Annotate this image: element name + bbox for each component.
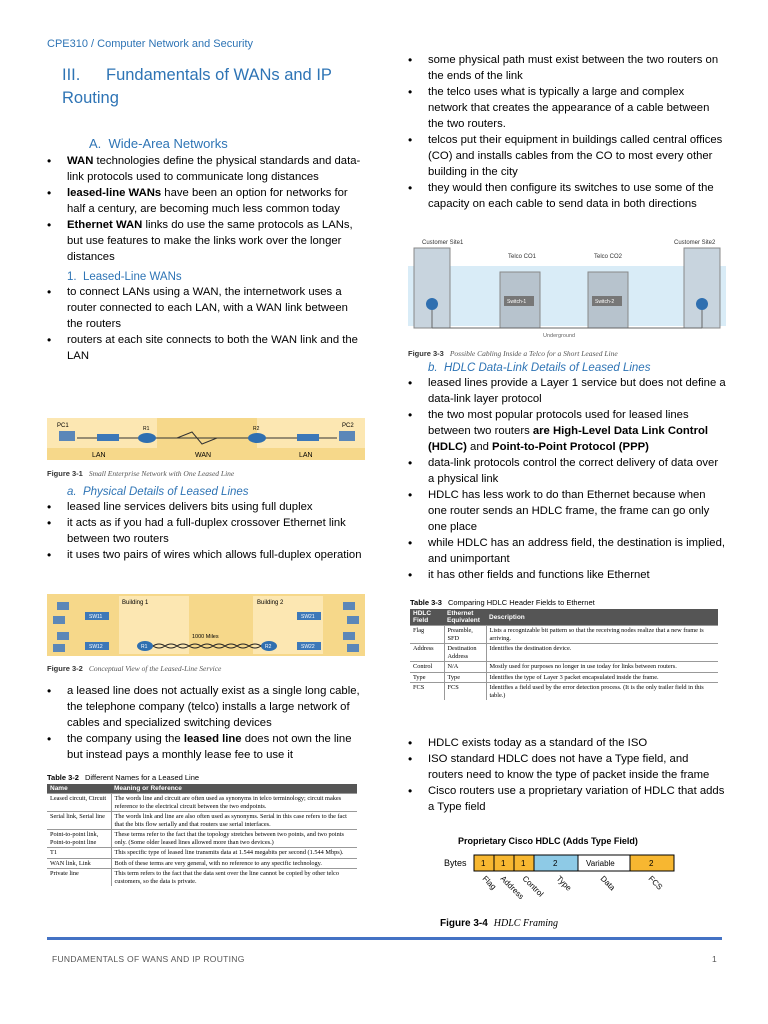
frame-size: 2: [649, 859, 654, 868]
label-building-2: Building 2: [257, 600, 284, 606]
frame-size: 2: [553, 859, 558, 868]
figure-3-2: [47, 594, 365, 673]
bytes-label: Bytes: [444, 858, 467, 868]
label-distance: 1000 Miles: [192, 634, 219, 640]
figure-3-2-diagram: [47, 594, 365, 656]
router-icon: [138, 433, 156, 443]
list-item: • routers at each site connects to both the WAN link and the LAN: [47, 332, 365, 364]
heading-wide-area-networks: A. Wide-Area Networks: [89, 136, 228, 151]
table-header: HDLC Field: [410, 609, 444, 626]
list-item: • the two most popular protocols used for leased lines between two routers are High-Level Data Link Control (HDLC) and Point-to-Point Protocol (PPP): [408, 407, 726, 455]
list-item: • leased-line WANs have been an option for networks for half a century, are becoming much less common today: [47, 185, 365, 217]
figure-3-1-caption: Figure 3-1 Small Enterprise Network with One Leased Line: [47, 469, 235, 478]
list-item: • it has other fields and functions like Ethernet: [408, 567, 726, 583]
label-r1: R1: [141, 644, 148, 650]
list-item: • HDLC has less work to do than Ethernet because when one router sends an HDLC frame, the frame can go only one place: [408, 487, 726, 535]
list-item: • to connect LANs using a WAN, the internetwork uses a router connected to each LAN, with a WAN link between the routers: [47, 284, 365, 332]
table-row: Point-to-point link, Point-to-point line These terms refer to the fact that the topology stretches between two points, and two points only. (Some older leased lines allowed more than two devices.): [47, 830, 357, 848]
table-3-3-caption: Table 3-3 Comparing HDLC Header Fields to Ethernet: [410, 598, 595, 607]
list-item: • it uses two pairs of wires which allows full-duplex operation: [47, 547, 365, 563]
left-column-3: [47, 683, 365, 763]
table-3-3-grid: [410, 609, 718, 700]
frame-title: Proprietary Cisco HDLC (Adds Type Field): [458, 836, 638, 846]
field-label: Type: [554, 874, 574, 893]
hdlc-bullets: [408, 375, 726, 583]
list-item: • some physical path must exist between the two routers on the ends of the link: [408, 52, 726, 84]
frame-size: Variable: [586, 859, 615, 868]
list-item: • telcos put their equipment in buildings called central offices (CO) and installs cables from the CO to most every other building in the city: [408, 132, 726, 180]
label-pc2: PC2: [342, 423, 354, 429]
field-label: Control: [520, 874, 546, 899]
figure-3-4-caption: Figure 3-4 HDLC Framing: [440, 918, 558, 929]
list-item: • a leased line does not actually exist as a single long cable, the telephone company (telco) installs a large network of cables and specialized switching devices: [47, 683, 365, 731]
field-label: Address: [498, 874, 526, 902]
label-wan: WAN: [195, 452, 212, 459]
figure-3-3: [408, 238, 726, 358]
figure-3-1-diagram: [47, 418, 365, 460]
table-3-3: [410, 598, 718, 700]
pc-icon: [339, 431, 355, 441]
list-item: • leased lines provide a Layer 1 service but does not define a data-link layer protocol: [408, 375, 726, 407]
label-switch-2: Switch-2: [595, 299, 615, 305]
table-3-2: [47, 773, 357, 886]
label-lan-1: LAN: [92, 452, 106, 459]
frame-size: 1: [481, 859, 486, 868]
label-r2: R2: [253, 426, 260, 432]
heading-leased-line-wans: 1. Leased-Line WANs: [67, 271, 182, 283]
left-column: [47, 136, 365, 364]
page-number: 1: [712, 954, 717, 964]
field-label: Flag: [480, 874, 498, 892]
table-row: Leased circuit, Circuit The words line and circuit are often used as synonyms in telco terminology; circuit makes reference to the electrical circuit between the two endpoints.: [47, 794, 357, 812]
right-column-3: [408, 735, 726, 815]
list-item: • they would then configure its switches to use some of the capacity on each cable to send data in both directions: [408, 180, 726, 212]
telco-bullets: [47, 683, 365, 763]
table-row: T1 This specific type of leased line transmits data at 1.544 megabits per second (1.544 Mbps).: [47, 848, 357, 859]
list-item: • leased line services delivers bits using full duplex: [47, 499, 365, 515]
table-header: Name: [47, 784, 111, 794]
leased-bullets: [47, 284, 365, 364]
pc-icon: [59, 431, 75, 441]
router-icon: [248, 433, 266, 443]
label-pc1: PC1: [57, 423, 69, 429]
label-customer-site2: Customer Site2: [674, 240, 716, 246]
router-icon: [696, 298, 708, 310]
table-3-2-grid: [47, 784, 357, 886]
list-item: • Ethernet WAN links do use the same protocols as LANs, but use features to make the links work over the longer distances: [47, 217, 365, 265]
table-row: WAN link, Link Both of these terms are very general, with no reference to any specific technology.: [47, 858, 357, 869]
section-number: III.: [62, 66, 81, 84]
label-customer-site1: Customer Site1: [422, 240, 464, 246]
heading-physical-details: a. Physical Details of Leased Lines: [67, 486, 249, 498]
wan-bullets: [47, 153, 365, 265]
figure-3-1: [47, 418, 365, 478]
table-row: Address Destination Address Identifies the destination device.: [410, 644, 718, 662]
course-header: CPE310 / Computer Network and Security: [47, 38, 254, 50]
field-label: FCS: [646, 874, 665, 892]
figure-3-3-diagram: [408, 238, 726, 340]
label-r1: R1: [143, 426, 150, 432]
field-label: Data: [598, 874, 617, 893]
list-item: • the telco uses what is typically a large and complex network that creates the appearance of a cable between the two routers.: [408, 84, 726, 132]
iso-bullets: [408, 735, 726, 815]
table-row: Flag Preamble, SFD Lists a recognizable bit pattern so that the receiving nodes realize that a new frame is arriving.: [410, 626, 718, 644]
router-icon: [426, 298, 438, 310]
section-title-text: Fundamentals of WANs and IP Routing: [62, 66, 332, 107]
label-telco-co2: Telco CO2: [594, 254, 623, 260]
table-row: Serial link, Serial line The words link and line are also often used as synonyms. Serial in this case refers to the fact that the bits flow serially and that routers use serial interfaces.: [47, 812, 357, 830]
figure-3-2-caption: Figure 3-2 Conceptual View of the Leased-Line Service: [47, 664, 222, 673]
table-row: Type Type Identifies the type of Layer 3 packet encapsulated inside the frame.: [410, 672, 718, 683]
left-column-2: [47, 486, 365, 563]
figure-3-4-diagram: [440, 835, 690, 915]
physical-bullets: [47, 499, 365, 563]
label-sw22: SW22: [301, 644, 315, 650]
list-item: • Cisco routers use a proprietary variation of HDLC that adds a Type field: [408, 783, 726, 815]
right-column: [408, 52, 726, 212]
table-row: Private line This term refers to the fact that the data sent over the line cannot be copied by other telco customers, so the data is private.: [47, 869, 357, 887]
label-sw12: SW12: [89, 644, 103, 650]
frame-size: 1: [501, 859, 506, 868]
label-sw21: SW21: [301, 614, 315, 620]
table-header: Meaning or Reference: [111, 784, 357, 794]
table-row: FCS FCS Identifies a field used by the error detection process. (It is the only trailer field in this table.): [410, 683, 718, 701]
right-column-2: [408, 362, 726, 583]
switch-icon: [297, 434, 319, 441]
label-building-1: Building 1: [122, 600, 149, 606]
list-item: • while HDLC has an address field, the destination is implied, and unimportant: [408, 535, 726, 567]
label-r2: R2: [265, 644, 272, 650]
label-switch-1: Switch-1: [507, 299, 527, 305]
label-lan-2: LAN: [299, 452, 313, 459]
list-item: • ISO standard HDLC does not have a Type field, and routers need to know the type of packet inside the frame: [408, 751, 726, 783]
list-item: • WAN technologies define the physical standards and data-link protocols used to communicate long distances: [47, 153, 365, 185]
footer-title: FUNDAMENTALS OF WANS AND IP ROUTING: [52, 954, 245, 964]
label-underground: Underground: [543, 333, 576, 339]
table-3-2-caption: Table 3-2 Different Names for a Leased Line: [47, 773, 200, 782]
table-header: Description: [486, 609, 718, 626]
list-item: • HDLC exists today as a standard of the ISO: [408, 735, 726, 751]
heading-hdlc-details: b. HDLC Data-Link Details of Leased Lines: [428, 362, 651, 374]
footer-divider: [47, 937, 722, 940]
table-row: Control N/A Mostly used for purposes no longer in use today for links between routers.: [410, 662, 718, 673]
section-title: [62, 64, 362, 110]
figure-3-4: [440, 835, 690, 929]
list-item: • the company using the leased line does not own the line but instead pays a monthly lease fee to use it: [47, 731, 365, 763]
switch-icon: [97, 434, 119, 441]
label-telco-co1: Telco CO1: [508, 254, 537, 260]
label-sw11: SW11: [89, 614, 103, 620]
table-header: Ethernet Equivalent: [444, 609, 486, 626]
figure-3-3-caption: Figure 3-3 Possible Cabling Inside a Telco for a Short Leased Line: [408, 349, 618, 358]
list-item: • it acts as if you had a full-duplex crossover Ethernet link between two routers: [47, 515, 365, 547]
list-item: • data-link protocols control the correct delivery of data over a physical link: [408, 455, 726, 487]
telco-path-bullets: [408, 52, 726, 212]
frame-size: 1: [521, 859, 526, 868]
